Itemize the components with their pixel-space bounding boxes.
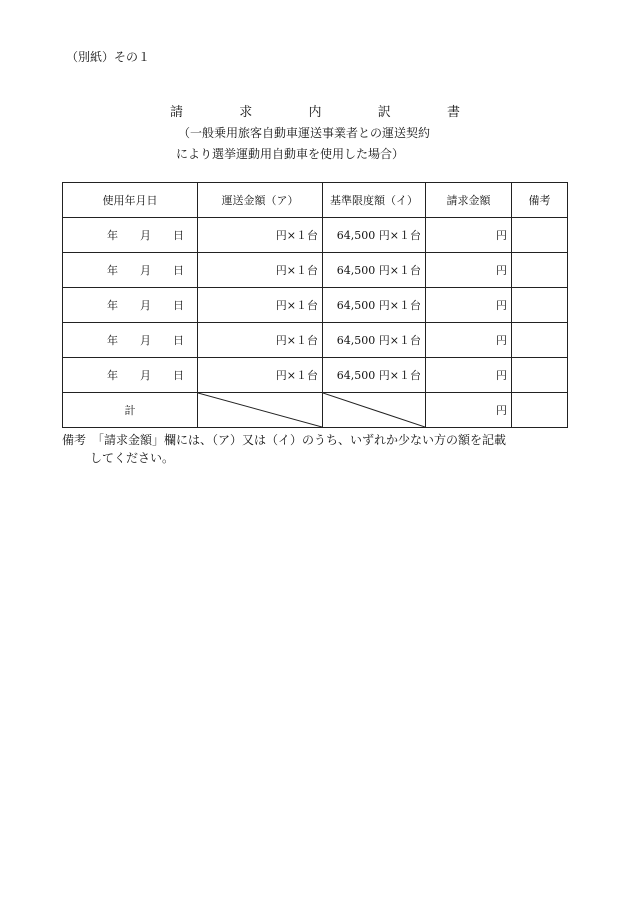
- total-claim-cell[interactable]: 円: [426, 393, 512, 428]
- header-limit-amount: 基準限度額（イ）: [323, 183, 426, 218]
- month-label: 月: [140, 334, 151, 347]
- day-label: 日: [173, 334, 184, 347]
- day-label: 日: [173, 369, 184, 382]
- day-label: 日: [173, 229, 184, 242]
- day-label: 日: [173, 264, 184, 277]
- subtitle-line-2: により選挙運動用自動車を使用した場合）: [176, 147, 405, 161]
- claim-amount-cell[interactable]: 円: [426, 323, 512, 358]
- total-row: [63, 393, 568, 428]
- claim-amount-cell[interactable]: 円: [426, 358, 512, 393]
- header-date: 使用年月日: [63, 183, 198, 218]
- header-transport-amount: 運送金額（ア）: [198, 183, 323, 218]
- table-row: [63, 323, 568, 358]
- total-remarks-cell[interactable]: [512, 393, 568, 428]
- year-label: 年: [107, 299, 118, 312]
- transport-amount-cell[interactable]: 円×１台: [198, 358, 323, 393]
- claim-amount-cell[interactable]: 円: [426, 288, 512, 323]
- limit-amount-cell: 64,500 円×１台: [323, 253, 426, 288]
- attachment-label: （別紙）その１: [66, 50, 151, 64]
- remarks-cell[interactable]: [512, 218, 568, 253]
- table-row: [63, 358, 568, 393]
- transport-amount-cell[interactable]: 円×１台: [198, 288, 323, 323]
- claim-amount-cell[interactable]: 円: [426, 218, 512, 253]
- total-limit-crossed-cell: [323, 393, 426, 428]
- limit-amount-cell: 64,500 円×１台: [323, 288, 426, 323]
- date-cell[interactable]: [63, 253, 198, 288]
- note-line-2: してください。: [90, 451, 175, 465]
- transport-amount-cell[interactable]: 円×１台: [198, 253, 323, 288]
- transport-amount-cell[interactable]: 円×１台: [198, 218, 323, 253]
- remarks-cell[interactable]: [512, 323, 568, 358]
- table-row: [63, 288, 568, 323]
- limit-amount-cell: 64,500 円×１台: [323, 358, 426, 393]
- date-cell[interactable]: [63, 323, 198, 358]
- header-remarks: 備考: [512, 183, 568, 218]
- month-label: 月: [140, 299, 151, 312]
- title-char: 書: [446, 105, 460, 120]
- remarks-cell[interactable]: [512, 358, 568, 393]
- total-transport-crossed-cell: [198, 393, 323, 428]
- date-cell[interactable]: [63, 288, 198, 323]
- year-label: 年: [107, 369, 118, 382]
- year-label: 年: [107, 334, 118, 347]
- claim-amount-cell[interactable]: 円: [426, 253, 512, 288]
- remarks-cell[interactable]: [512, 253, 568, 288]
- table-row: [63, 253, 568, 288]
- table-header-row: [63, 183, 568, 218]
- month-label: 月: [140, 264, 151, 277]
- year-label: 年: [107, 229, 118, 242]
- claim-breakdown-table: [62, 182, 568, 428]
- remarks-cell[interactable]: [512, 288, 568, 323]
- diagonal-line: [323, 393, 425, 427]
- transport-amount-cell[interactable]: 円×１台: [198, 323, 323, 358]
- date-cell[interactable]: [63, 358, 198, 393]
- table-row: [63, 218, 568, 253]
- day-label: 日: [173, 299, 184, 312]
- month-label: 月: [140, 229, 151, 242]
- note-line-1: 備考 「請求金額」欄には、（ア）又は（イ）のうち、いずれか少ない方の額を記載: [62, 433, 507, 447]
- title-char: 請: [170, 105, 184, 120]
- total-label: 計: [63, 393, 198, 428]
- year-label: 年: [107, 264, 118, 277]
- diagonal-line: [198, 393, 322, 427]
- title-char: 内: [308, 105, 322, 120]
- month-label: 月: [140, 369, 151, 382]
- subtitle-line-1: （一般乗用旅客自動車運送事業者との運送契約: [178, 126, 431, 140]
- limit-amount-cell: 64,500 円×１台: [323, 218, 426, 253]
- limit-amount-cell: 64,500 円×１台: [323, 323, 426, 358]
- date-cell[interactable]: [63, 218, 198, 253]
- document-title: [170, 101, 460, 120]
- title-char: 訳: [377, 105, 391, 120]
- header-claim-amount: 請求金額: [426, 183, 512, 218]
- title-char: 求: [239, 105, 253, 120]
- remarks-note: [62, 431, 506, 467]
